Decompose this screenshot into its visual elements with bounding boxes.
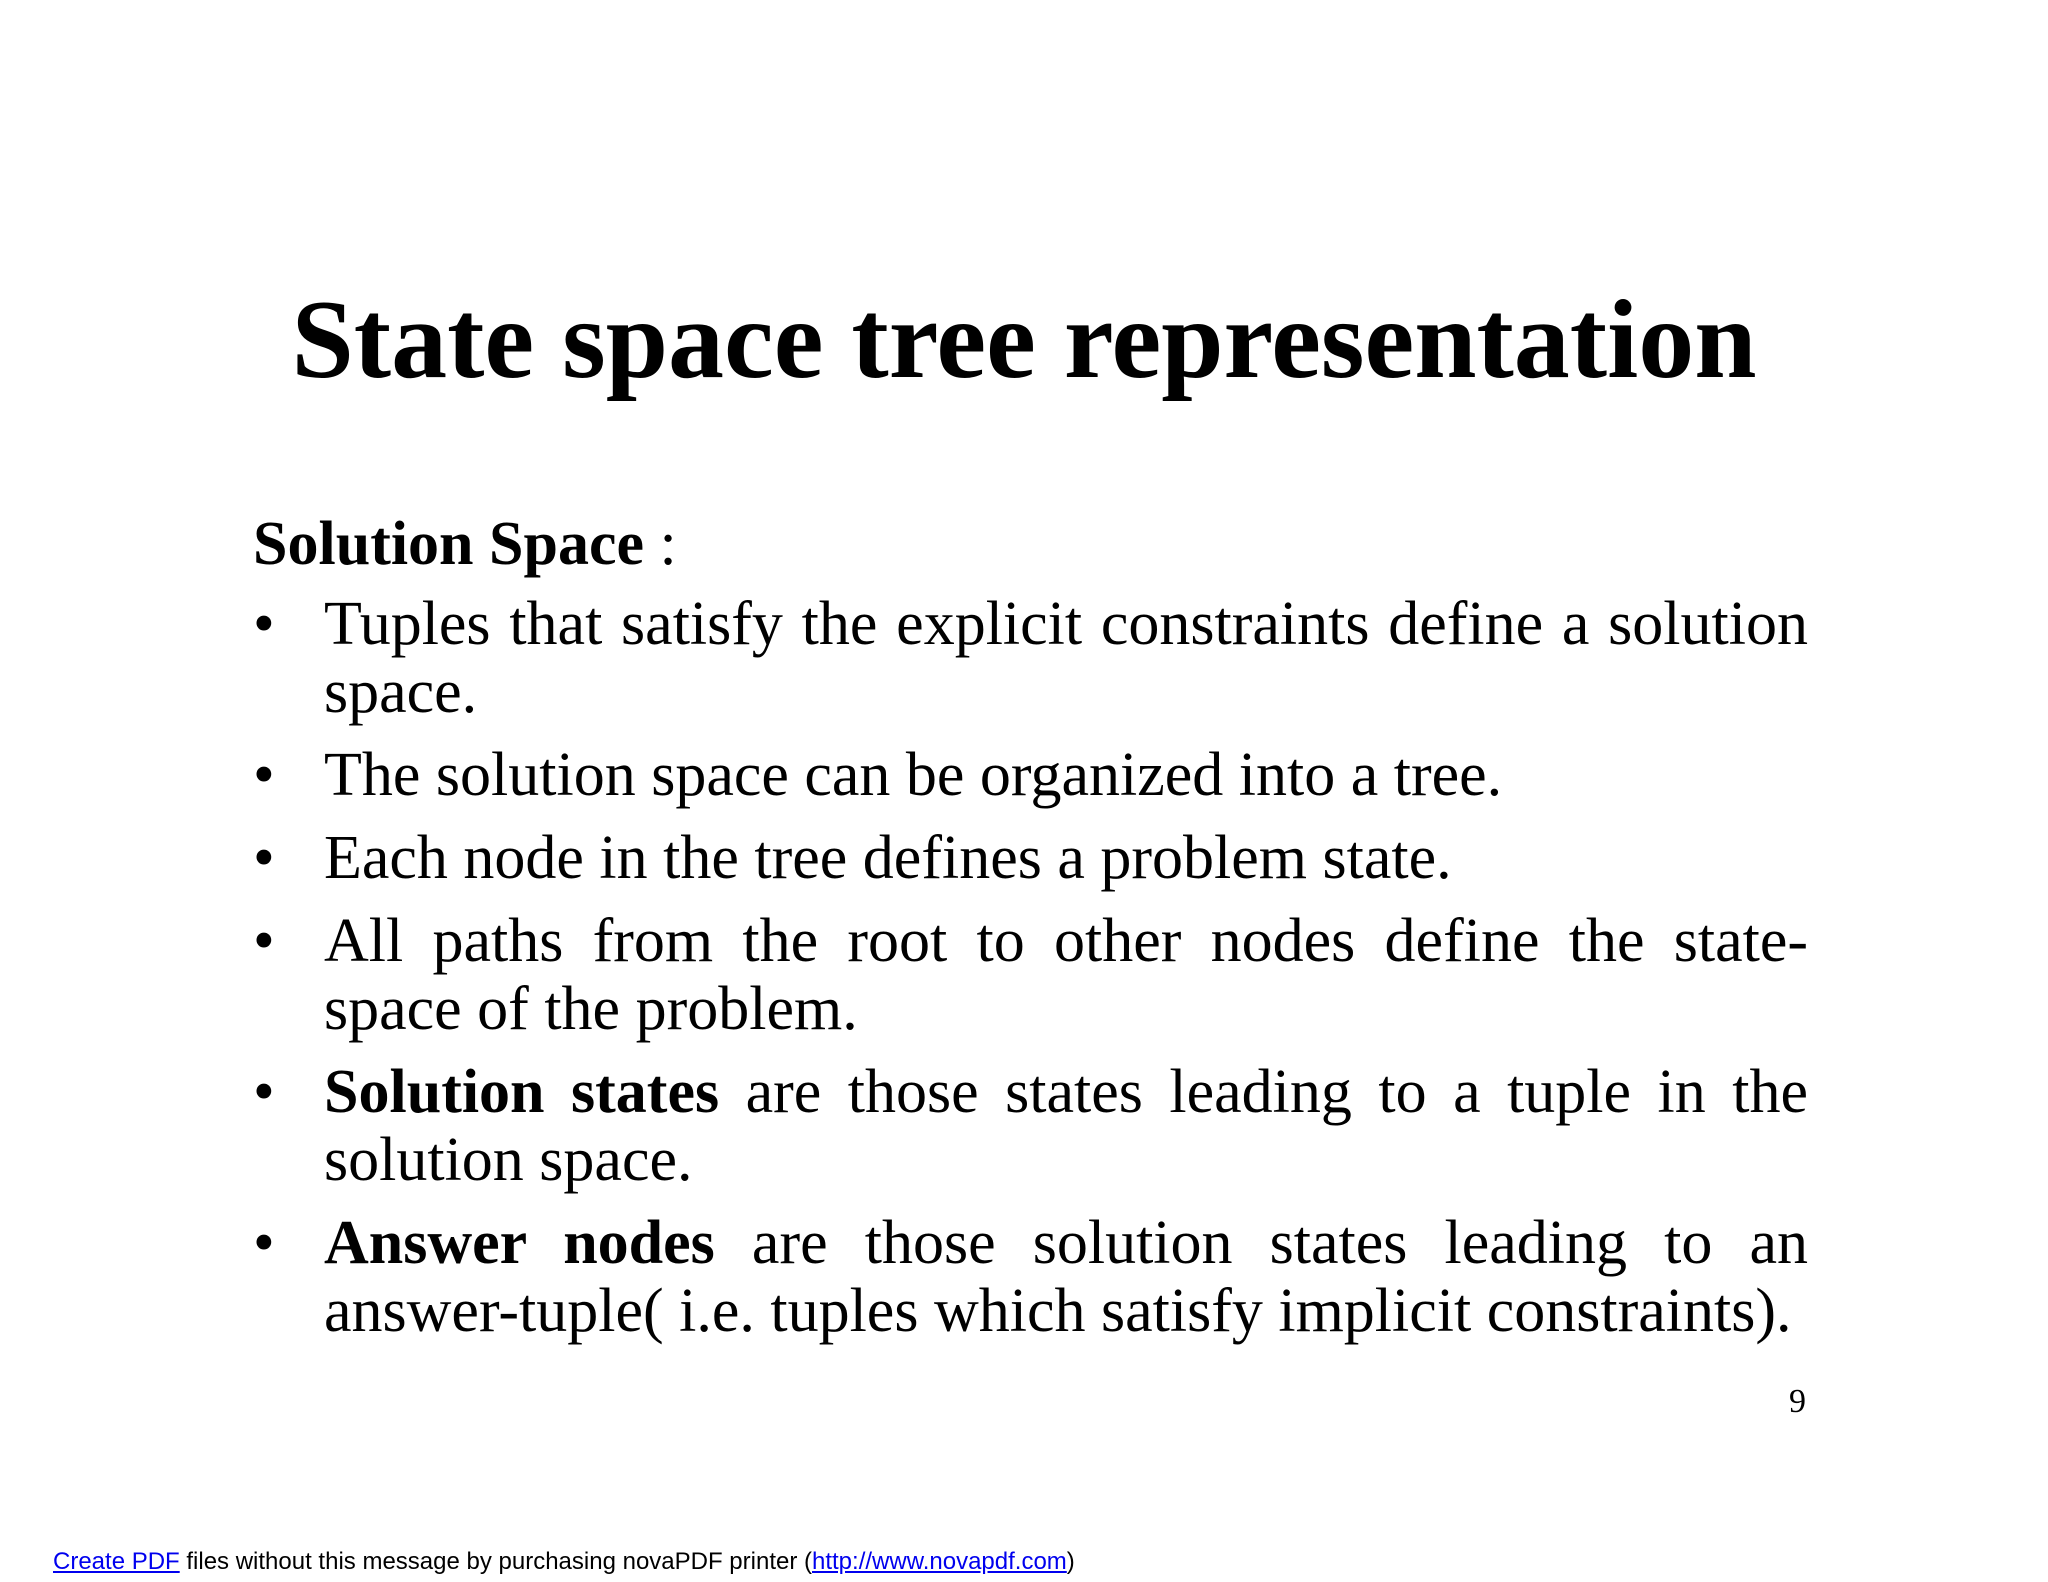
bullet-bold-text: Solution states: [324, 1058, 720, 1126]
bullet-dot-icon: •: [253, 1209, 275, 1277]
section-heading: [253, 508, 677, 580]
bullet-dot-icon: •: [253, 1058, 275, 1126]
page-number: 9: [1789, 1383, 1806, 1420]
bullet-dot-icon: •: [253, 741, 275, 809]
bullet-bold-text: Answer nodes: [324, 1209, 715, 1277]
bullet-text: Tuples that satisfy the explicit constraints define a solution space.: [324, 590, 1808, 726]
bullet-dot-icon: •: [253, 824, 275, 892]
bullet-item-tuples: [253, 590, 1808, 726]
footer-message: [53, 1548, 1075, 1576]
section-heading-colon: :: [644, 510, 677, 578]
footer-text: files without this message by purchasing novaPDF printer (: [179, 1548, 812, 1575]
bullet-item-tree: [253, 741, 1808, 809]
bullet-item-paths: [253, 907, 1808, 1043]
bullet-text: are those states leading to a tuple in the solution space.: [324, 1058, 1808, 1194]
bullet-item-solution-states: [253, 1058, 1808, 1194]
bullet-item-node: [253, 824, 1808, 892]
bullet-text: The solution space can be organized into a tree.: [324, 741, 1503, 809]
slide-title: State space tree representation: [291, 278, 1757, 402]
bullet-text: Each node in the tree defines a problem state.: [324, 824, 1452, 892]
create-pdf-link[interactable]: Create PDF: [53, 1548, 180, 1575]
bullet-dot-icon: •: [253, 907, 275, 975]
bullet-text: are those solution states leading to an answer-tuple( i.e. tuples which satisfy implicit constraints).: [324, 1209, 1808, 1345]
bullet-list: [253, 590, 1808, 1360]
bullet-dot-icon: •: [253, 590, 275, 658]
section-heading-label: Solution Space: [253, 510, 645, 578]
bullet-item-answer-nodes: [253, 1209, 1808, 1345]
novapdf-url-link[interactable]: http://www.novapdf.com: [812, 1548, 1067, 1575]
footer-closing-paren: ): [1066, 1548, 1075, 1575]
bullet-text: All paths from the root to other nodes define the state-space of the problem.: [324, 907, 1808, 1043]
